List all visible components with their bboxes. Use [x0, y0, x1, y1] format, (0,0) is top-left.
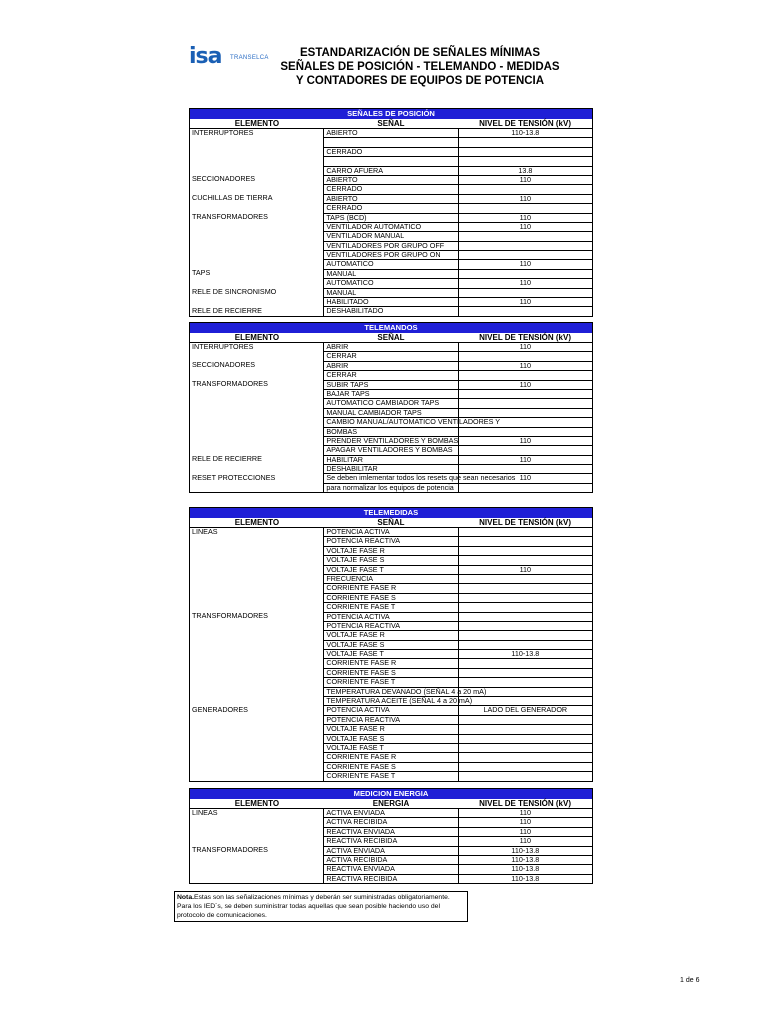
table-row [190, 361, 593, 370]
senal-cell: CERRADO [324, 204, 458, 213]
elemento-cell: RESET PROTECCIONES [192, 472, 276, 482]
elemento-cell [190, 584, 324, 593]
senal-cell: TEMPERATURA ACEITE (SEÑAL 4 a 20 mA) [324, 697, 458, 706]
table-row [190, 818, 593, 827]
senal-cell: VOLTAJE FASE T [324, 565, 458, 574]
table-row [190, 194, 593, 203]
nivel-cell [458, 556, 592, 565]
nivel-cell [458, 734, 592, 743]
nivel-cell: 110 [458, 837, 592, 846]
nivel-cell [458, 241, 592, 250]
elemento-cell [190, 408, 324, 417]
elemento-cell [190, 772, 324, 781]
elemento-cell: TAPS [192, 268, 211, 278]
header-nivel: NIVEL DE TENSIÓN (kV) [458, 518, 592, 528]
senal-cell: CORRIENTE FASE T [324, 772, 458, 781]
nivel-cell: 110 [458, 343, 592, 352]
table-row [190, 129, 593, 138]
senal-cell: CORRIENTE FASE S [324, 668, 458, 677]
nota-label: Nota. [177, 894, 194, 901]
senal-cell: ABIERTO [324, 175, 458, 184]
senal-cell: VOLTAJE FASE T [324, 650, 458, 659]
elemento-cell: TRANSFORMADORES [192, 212, 268, 222]
senal-cell: TAPS (BCD) [324, 213, 458, 222]
senal-cell: AUTOMATICO CAMBIADOR TAPS [324, 399, 458, 408]
senal-cell: ACTIVA ENVIADA [324, 809, 458, 818]
senal-cell: POTENCIA ACTIVA [324, 528, 458, 537]
header-senal: SEÑAL [324, 333, 458, 343]
nivel-cell [458, 204, 592, 213]
senal-cell [324, 157, 458, 166]
nivel-cell: 110-13.8 [458, 865, 592, 874]
table-row [190, 269, 593, 278]
elemento-cell: INTERRUPTORES [192, 128, 254, 137]
nivel-cell [458, 659, 592, 668]
nivel-cell: 110 [458, 361, 592, 370]
elemento-cell: LINEAS [192, 808, 218, 817]
elemento-cell [190, 827, 324, 836]
nivel-cell [458, 147, 592, 156]
senal-cell: POTENCIA ACTIVA [324, 706, 458, 715]
nivel-cell [458, 743, 592, 752]
senal-cell: APAGAR VENTILADORES Y BOMBAS [324, 446, 458, 455]
nivel-cell: 110 [458, 809, 592, 818]
nivel-cell: 110 [458, 213, 592, 222]
nivel-cell [458, 584, 592, 593]
elemento-cell: RELE DE SINCRONISMO [192, 287, 277, 297]
table-row [190, 288, 593, 297]
senal-cell: AUTOMATICO [324, 279, 458, 288]
table-row [190, 809, 593, 818]
section-band: TELEMEDIDAS [190, 508, 593, 519]
logo-text: isa [189, 44, 222, 69]
senal-cell: BAJAR TAPS [324, 389, 458, 398]
elemento-cell [190, 147, 324, 156]
senal-cell: CAMBIO MANUAL/AUTOMATICO VENTILADORES Y [324, 418, 458, 427]
nivel-cell: 110 [458, 455, 592, 464]
senal-cell: CERRADO [324, 147, 458, 156]
nivel-cell [458, 621, 592, 630]
nivel-cell: 110 [458, 565, 592, 574]
elemento-cell [190, 241, 324, 250]
elemento-cell [190, 734, 324, 743]
header-nivel: NIVEL DE TENSIÓN (kV) [458, 799, 592, 809]
table-row [190, 621, 593, 630]
senal-cell: PRENDER VENTILADORES Y BOMBAS [324, 436, 458, 445]
table-row [190, 678, 593, 687]
senal-cell: VOLTAJE FASE R [324, 546, 458, 555]
nivel-cell: 110 [458, 380, 592, 389]
nivel-cell: 110-13.8 [458, 650, 592, 659]
header-elemento: ELEMENTO [190, 119, 324, 129]
header-senal: SEÑAL [324, 518, 458, 528]
elemento-cell [190, 537, 324, 546]
title-line-2: SEÑALES DE POSICIÓN - TELEMANDO - MEDIDAS [280, 61, 560, 73]
senal-cell: CORRIENTE FASE R [324, 584, 458, 593]
senal-cell: VOLTAJE FASE R [324, 725, 458, 734]
nivel-cell [458, 668, 592, 677]
elemento-cell [190, 389, 324, 398]
senal-cell: REACTIVA ENVIADA [324, 865, 458, 874]
nivel-cell [458, 427, 592, 436]
nivel-cell: LADO DEL GENERADOR [458, 706, 592, 715]
senal-cell: MANUAL CAMBIADOR TAPS [324, 408, 458, 417]
elemento-cell: LINEAS [192, 527, 218, 536]
table-row [190, 546, 593, 555]
page-number: 1 de 6 [680, 977, 700, 984]
table-row [190, 260, 593, 269]
senal-cell: VOLTAJE FASE S [324, 640, 458, 649]
title-line-1: ESTANDARIZACIÓN DE SEÑALES MÍNIMAS [299, 47, 541, 59]
nota-text: Estas son las señalizaciones mínimas y deberán ser suministradas obligatoriamente. Para los IED´s, se deben suministrar todas aquellas que sean posible haciendo uso del protocolo de comunicaciones. [177, 894, 450, 919]
senal-cell: ABRIR [324, 343, 458, 352]
nivel-cell: 110 [458, 222, 592, 231]
senal-cell: VOLTAJE FASE S [324, 734, 458, 743]
senal-cell: BOMBAS [324, 427, 458, 436]
table-row [190, 556, 593, 565]
senal-cell: ABRIR [324, 361, 458, 370]
senal-cell: AUTOMATICO [324, 260, 458, 269]
nivel-cell [458, 157, 592, 166]
table-row [190, 175, 593, 184]
elemento-cell [190, 546, 324, 555]
senal-cell: POTENCIA REACTIVA [324, 537, 458, 546]
table-row [190, 584, 593, 593]
nota-box [174, 891, 468, 922]
senal-cell: HABILITADO [324, 298, 458, 307]
senal-cell: POTENCIA ACTIVA [324, 612, 458, 621]
elemento-cell [190, 687, 324, 696]
nivel-cell [458, 389, 592, 398]
title-line-3: Y CONTADORES DE EQUIPOS DE POTENCIA [295, 75, 545, 87]
header-elemento: ELEMENTO [190, 799, 324, 809]
table-row [190, 483, 593, 492]
header-senal: SEÑAL [324, 119, 458, 129]
elemento-cell [190, 855, 324, 864]
table-row [190, 232, 593, 241]
senal-cell: CARRO AFUERA [324, 166, 458, 175]
senal-cell: MANUAL [324, 269, 458, 278]
elemento-cell [190, 753, 324, 762]
senal-cell: HABILITAR [324, 455, 458, 464]
senal-cell: DESHABILITADO [324, 307, 458, 316]
table-row [190, 565, 593, 574]
senal-cell: ACTIVA ENVIADA [324, 846, 458, 855]
senal-cell: FRECUENCIA [324, 574, 458, 583]
nivel-cell: 110 [458, 260, 592, 269]
senal-cell: REACTIVA RECIBIDA [324, 874, 458, 883]
nivel-cell [458, 574, 592, 583]
table-row [190, 455, 593, 464]
elemento-cell [190, 650, 324, 659]
header-elemento: ELEMENTO [190, 518, 324, 528]
nivel-cell: 110 [458, 175, 592, 184]
elemento-cell [190, 251, 324, 260]
nivel-cell [458, 537, 592, 546]
header-elemento: ELEMENTO [190, 333, 324, 343]
senal-cell: REACTIVA RECIBIDA [324, 837, 458, 846]
logo-subtext: TRANSELCA [230, 55, 269, 61]
senal-cell: REACTIVA ENVIADA [324, 827, 458, 836]
nivel-cell [458, 352, 592, 361]
table-row [190, 427, 593, 436]
nivel-cell [458, 185, 592, 194]
table-row [190, 725, 593, 734]
nivel-cell [458, 725, 592, 734]
medicion-energia-table [189, 788, 593, 884]
elemento-cell [190, 668, 324, 677]
nivel-cell: 110 [458, 279, 592, 288]
senal-cell: MANUAL [324, 288, 458, 297]
nivel-cell: 110-13.8 [458, 846, 592, 855]
elemento-cell [190, 222, 324, 231]
section-band: TELEMANDOS [190, 323, 593, 334]
elemento-cell: GENERADORES [192, 704, 248, 714]
elemento-cell: RELE DE RECIERRE [192, 305, 262, 315]
telemandos-table [189, 322, 593, 493]
section-band: SEÑALES DE POSICIÓN [190, 109, 593, 120]
nivel-cell: 110 [458, 818, 592, 827]
nivel-cell [458, 399, 592, 408]
nivel-cell: 13.8 [458, 166, 592, 175]
elemento-cell [190, 715, 324, 724]
nivel-cell: 110 [458, 474, 592, 483]
table-row [190, 612, 593, 621]
elemento-cell [190, 678, 324, 687]
senal-cell: TEMPERATURA DEVANADO (SEÑAL 4 a 20 mA) [324, 687, 458, 696]
elemento-cell: INTERRUPTORES [192, 342, 254, 351]
section-band: MEDICION ENERGIA [190, 789, 593, 800]
nivel-cell [458, 593, 592, 602]
elemento-cell [190, 725, 324, 734]
senal-cell: VENTILADOR MANUAL [324, 232, 458, 241]
nivel-cell [458, 772, 592, 781]
elemento-cell: CUCHILLAS DE TIERRA [192, 193, 273, 203]
nivel-cell [458, 715, 592, 724]
elemento-cell [190, 874, 324, 883]
nivel-cell [458, 371, 592, 380]
table-row [190, 307, 593, 316]
senal-cell: CORRIENTE FASE R [324, 753, 458, 762]
nivel-cell [458, 446, 592, 455]
senal-cell: VENTILADORES POR GRUPO OFF [324, 241, 458, 250]
table-row [190, 631, 593, 640]
senal-cell: CORRIENTE FASE T [324, 678, 458, 687]
senal-cell [324, 138, 458, 147]
senal-cell: ABIERTO [324, 194, 458, 203]
senal-cell: VENTILADOR AUTOMATICO [324, 222, 458, 231]
elemento-cell: RELE DE RECIERRE [192, 454, 262, 464]
senal-cell: DESHABILITAR [324, 465, 458, 474]
senal-cell: CERRADO [324, 185, 458, 194]
senal-cell: POTENCIA REACTIVA [324, 715, 458, 724]
elemento-cell [190, 659, 324, 668]
table-row [190, 213, 593, 222]
table-row [190, 706, 593, 715]
senales-posicion-table [189, 108, 593, 317]
nivel-cell [458, 603, 592, 612]
nivel-cell: 110 [458, 436, 592, 445]
senal-cell: VOLTAJE FASE R [324, 631, 458, 640]
nivel-cell [458, 232, 592, 241]
senal-cell: ABIERTO [324, 129, 458, 138]
elemento-cell [190, 743, 324, 752]
elemento-cell [190, 865, 324, 874]
senal-cell: SUBIR TAPS [324, 380, 458, 389]
table-row [190, 865, 593, 874]
senal-cell: ACTIVA RECIBIDA [324, 818, 458, 827]
header-nivel: NIVEL DE TENSIÓN (kV) [458, 333, 592, 343]
senal-cell: CORRIENTE FASE R [324, 659, 458, 668]
document-title [250, 46, 590, 88]
senal-cell: ACTIVA RECIBIDA [324, 855, 458, 864]
elemento-cell [190, 232, 324, 241]
table-row [190, 753, 593, 762]
nivel-cell [458, 138, 592, 147]
nivel-cell: 110-13.8 [458, 855, 592, 864]
nivel-cell [458, 483, 592, 492]
header-energia: ENERGIA [324, 799, 458, 809]
senal-cell: CERRAR [324, 352, 458, 361]
elemento-cell: TRANSFORMADORES [192, 379, 268, 389]
nivel-cell [458, 753, 592, 762]
nivel-cell [458, 307, 592, 316]
elemento-cell [190, 436, 324, 445]
elemento-cell [190, 399, 324, 408]
elemento-cell [190, 762, 324, 771]
elemento-cell [190, 138, 324, 147]
elemento-cell [190, 556, 324, 565]
nivel-cell [458, 528, 592, 537]
table-row [190, 537, 593, 546]
senal-cell: POTENCIA REACTIVA [324, 621, 458, 630]
senal-cell: CORRIENTE FASE S [324, 762, 458, 771]
table-row [190, 874, 593, 883]
nivel-cell [458, 612, 592, 621]
nivel-cell [458, 678, 592, 687]
table-row [190, 380, 593, 389]
nivel-cell: 110-13.8 [458, 129, 592, 138]
elemento-cell [190, 427, 324, 436]
nivel-cell: 110 [458, 298, 592, 307]
nivel-cell [458, 546, 592, 555]
senal-cell: para normalizar los equipos de potencia [324, 483, 458, 492]
elemento-cell [190, 593, 324, 602]
table-row [190, 147, 593, 156]
senal-cell: VENTILADORES POR GRUPO ON [324, 251, 458, 260]
elemento-cell [190, 157, 324, 166]
elemento-cell [190, 621, 324, 630]
senal-cell: Se deben imlementar todos los resets que sean necesarios [324, 474, 458, 483]
senal-cell: CORRIENTE FASE S [324, 593, 458, 602]
elemento-cell: SECCIONADORES [192, 360, 256, 370]
table-row [190, 418, 593, 427]
table-row [190, 399, 593, 408]
nivel-cell [458, 762, 592, 771]
table-row [190, 715, 593, 724]
elemento-cell [190, 574, 324, 583]
table-row [190, 772, 593, 781]
elemento-cell [190, 418, 324, 427]
elemento-cell [190, 818, 324, 827]
senal-cell: CERRAR [324, 371, 458, 380]
nivel-cell: 110 [458, 194, 592, 203]
table-row [190, 734, 593, 743]
header-nivel: NIVEL DE TENSIÓN (kV) [458, 119, 592, 129]
table-row [190, 343, 593, 352]
senal-cell: CORRIENTE FASE T [324, 603, 458, 612]
elemento-cell: TRANSFORMADORES [192, 845, 268, 855]
elemento-cell [190, 640, 324, 649]
elemento-cell [190, 565, 324, 574]
senal-cell: VOLTAJE FASE T [324, 743, 458, 752]
table-row [190, 157, 593, 166]
elemento-cell: TRANSFORMADORES [192, 611, 268, 621]
nivel-cell [458, 631, 592, 640]
elemento-cell: SECCIONADORES [192, 174, 256, 184]
telemedidas-table [189, 507, 593, 782]
table-row [190, 474, 593, 483]
table-row [190, 251, 593, 260]
table-row [190, 138, 593, 147]
nivel-cell: 110-13.8 [458, 874, 592, 883]
table-row [190, 659, 593, 668]
elemento-cell [190, 631, 324, 640]
elemento-cell [190, 483, 324, 492]
senal-cell: VOLTAJE FASE S [324, 556, 458, 565]
nivel-cell: 110 [458, 827, 592, 836]
